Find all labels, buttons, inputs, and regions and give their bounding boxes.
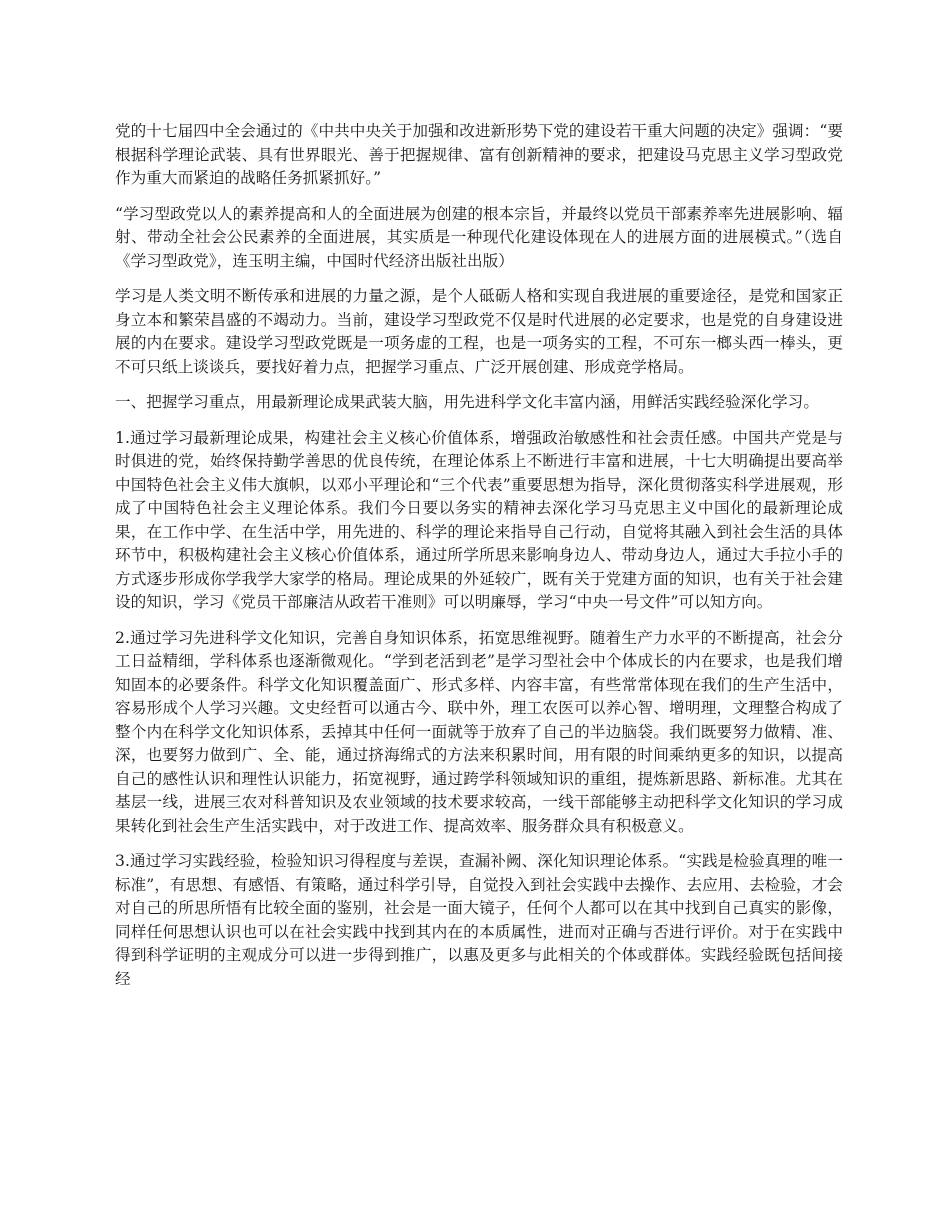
paragraph-intro: 党的十七届四中全会通过的《中共中央关于加强和改进新形势下党的建设若干重大问题的决定》强调：“要根据科学理论武装、具有世界眼光、善于把握规律、富有创新精神的要求，把建设马克思主义学习型政党作为重大而紧迫的战略任务抓紧抓好。” (115, 122, 843, 187)
paragraph-learning: 学习是人类文明不断传承和进展的力量之源，是个人砥砺人格和实现自我进展的重要途径，是党和国家正身立本和繁荣昌盛的不竭动力。当前，建设学习型政党不仅是时代进展的必定要求，也是党的自身建设进展的内在要求。建设学习型政党既是一项务虚的工程，也是一项务实的工程，不可东一榔头西一棒头，更不可只纸上谈谈兵，要找好着力点，把握学习重点、广泛开展创建、形成竞学格局。 (115, 287, 843, 376)
document-page (115, 120, 843, 1003)
paragraph-point-1: 1.通过学习最新理论成果，构建社会主义核心价值体系，增强政治敏感性和社会责任感。中国共产党是与时俱进的党，始终保持勤学善思的优良传统，在理论体系上不断进行丰富和进展，十七大明确提出要高举中国特色社会主义伟大旗帜，以邓小平理论和“三个代表”重要思想为指导，深化贯彻落实科学进展观，形成了中国特色社会主义理论体系。我们今日要以务实的精神去深化学习马克思主义中国化的最新理论成果，在工作中学、在生活中学，用先进的、科学的理论来指导自己行动，自觉将其融入到社会生活的具体环节中，积极构建社会主义核心价值体系，通过所学所思来影响身边人、带动身边人，通过大手拉小手的方式逐步形成你学我学大家学的格局。理论成果的外延较广，既有关于党建方面的知识，也有关于社会建设的知识，学习《党员干部廉洁从政若干准则》可以明廉辱，学习“中央一号文件”可以知方向。 (115, 428, 843, 611)
paragraph-point-2: 2.通过学习先进科学文化知识，完善自身知识体系，拓宽思维视野。随着生产力水平的不断提高，社会分工日益精细，学科体系也逐渐微观化。“学到老活到老”是学习型社会中个体成长的内在要求，也是我们增知固本的必要条件。科学文化知识覆盖面广、形式多样、内容丰富，有些常常体现在我们的生产生活中，容易形成个人学习兴趣。文史经哲可以通古今、联中外，理工农医可以养心智、增明理，文理整合构成了整个内在科学文化知识体系，丢掉其中任何一面就等于放弃了自己的半边脑袋。我们既要努力做精、准、深，也要努力做到广、全、能，通过挤海绵式的方法来积累时间，用有限的时间乘纳更多的知识，以提高自己的感性认识和理性认识能力，拓宽视野，通过跨学科领域知识的重组，提炼新思路、新标准。尤其在基层一线，进展三农对科普知识及农业领域的技术要求较高，一线干部能够主动把科学文化知识的学习成果转化到社会生产生活实践中，对于改进工作、提高效率、服务群众具有积极意义。 (115, 628, 843, 835)
paragraph-quote: “学习型政党以人的素养提高和人的全面进展为创建的根本宗旨，并最终以党员干部素养率先进展影响、辐射、带动全社会公民素养的全面进展，其实质是一种现代化建设体现在人的进展方面的进展模式。”（选自《学习型政党》，连玉明主编，中国时代经济出版社出版） (115, 204, 843, 270)
section-heading-1: 一、把握学习重点，用最新理论成果武装大脑，用先进科学文化丰富内涵，用鲜活实践经验深化学习。 (115, 393, 819, 411)
paragraph-point-3: 3.通过学习实践经验，检验知识习得程度与差误，查漏补阙、深化知识理论体系。“实践是检验真理的唯一标准”，有思想、有感悟、有策略，通过科学引导，自觉投入到社会实践中去操作、去应用、去检验，才会对自己的所思所悟有比较全面的鉴别，社会是一面大镜子，任何个人都可以在其中找到自己真实的影像，同样任何思想认识也可以在社会实践中找到其内在的本质属性，进而对正确与否进行评价。对于在实践中得到科学证明的主观成分可以进一步得到推广，以惠及更多与此相关的个体或群体。实践经验既包括间接经 (115, 852, 843, 988)
